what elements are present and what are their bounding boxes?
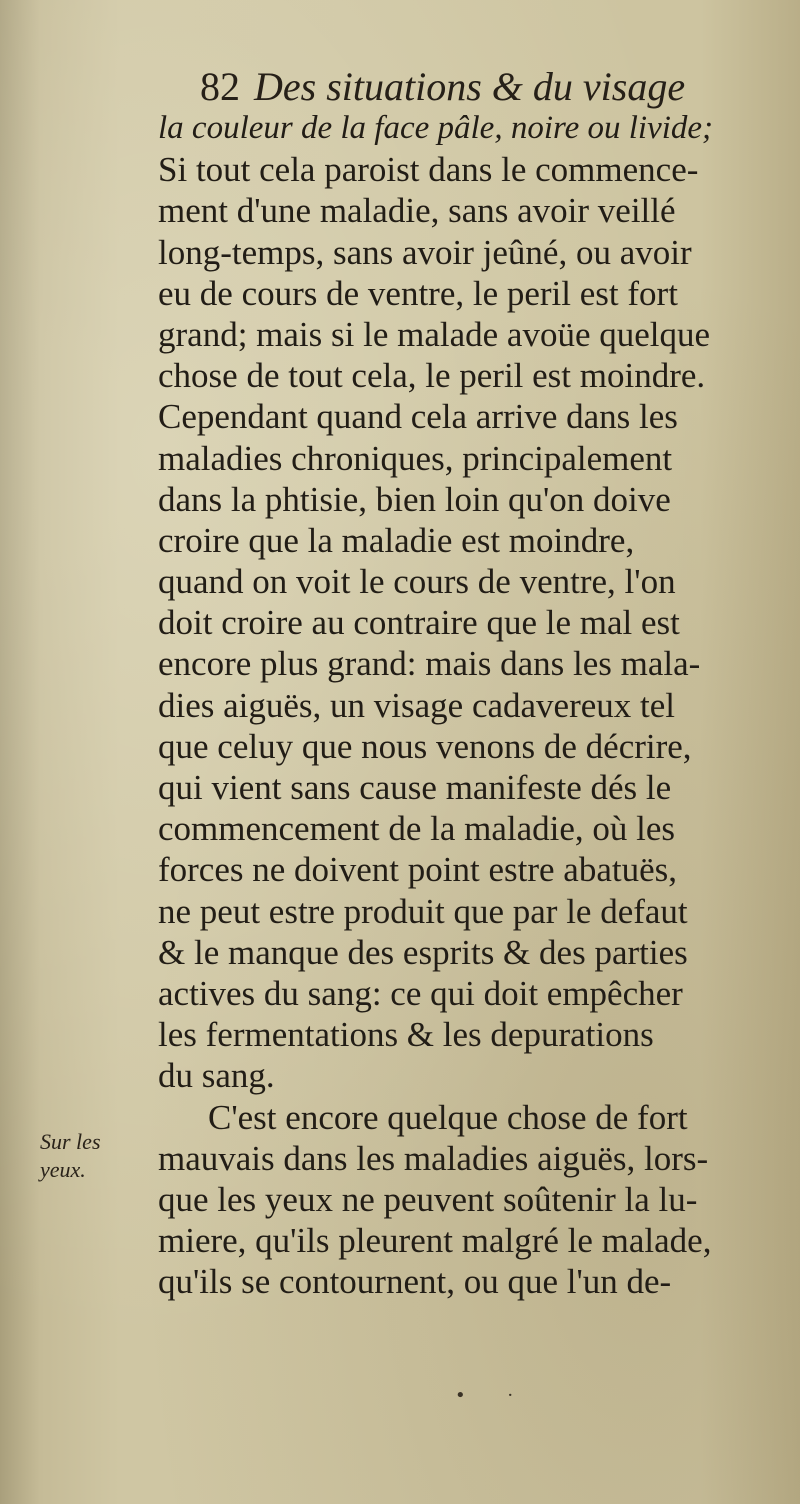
text-line: & le manque des esprits & des parties xyxy=(158,932,688,972)
page-number: 82 xyxy=(200,64,240,109)
text-line: qui vient sans cause manifeste dés le xyxy=(158,768,672,807)
text-line: que celuy que nous venons de décrire, xyxy=(158,726,692,766)
body-text xyxy=(158,108,768,1302)
text-line: maladies chroniques, principalement xyxy=(158,438,673,478)
margin-note-line: yeux. xyxy=(40,1157,86,1182)
text-line: qu'ils se contournent, ou que l'un de- xyxy=(158,1262,672,1302)
paragraph-start-line: C'est encore quelque chose de fort xyxy=(208,1097,688,1137)
text-line: long-temps, sans avoir jeûné, ou avoir xyxy=(158,232,692,272)
text-line: commencement de la maladie, où les xyxy=(158,809,676,849)
text-line: la couleur de la face pâle, noire ou livide; xyxy=(158,110,714,146)
margin-note-line: Sur les xyxy=(40,1129,101,1154)
text-line: mauvais dans les maladies aiguës, lors- xyxy=(158,1138,709,1178)
text-line: grand; mais si le malade avoüe quelque xyxy=(158,314,711,354)
footer-specks: • · xyxy=(455,1385,532,1406)
margin-note xyxy=(40,1128,140,1184)
running-header xyxy=(200,62,740,112)
text-line: croire que la maladie est moindre, xyxy=(158,520,635,560)
text-line: ment d'une maladie, sans avoir veillé xyxy=(158,191,676,231)
text-line: chose de tout cela, le peril est moindre. xyxy=(158,356,706,396)
text-line: forces ne doivent point estre abatuës, xyxy=(158,850,677,890)
text-line: eu de cours de ventre, le peril est fort xyxy=(158,273,678,313)
text-line: les fermentations & les depurations xyxy=(158,1015,654,1055)
text-line: quand on voit le cours de ventre, l'on xyxy=(158,562,676,602)
text-line: dies aiguës, un visage cadavereux tel xyxy=(158,685,676,725)
text-line: du sang. xyxy=(158,1056,275,1096)
text-line: miere, qu'ils pleurent malgré le malade, xyxy=(158,1221,712,1261)
text-line: que les yeux ne peuvent soûtenir la lu- xyxy=(158,1179,698,1219)
text-line: doit croire au contraire que le mal est xyxy=(158,603,680,643)
text-line: ne peut estre produit que par le defaut xyxy=(158,891,688,931)
text-line: Cependant quand cela arrive dans les xyxy=(158,397,678,437)
text-line: Si tout cela paroist dans le commence- xyxy=(158,150,699,190)
running-title: Des situations & du visage xyxy=(254,64,686,109)
text-line: dans la phtisie, bien loin qu'on doive xyxy=(158,479,671,519)
text-line: encore plus grand: mais dans les mala- xyxy=(158,644,701,684)
text-line: actives du sang: ce qui doit empêcher xyxy=(158,973,683,1013)
